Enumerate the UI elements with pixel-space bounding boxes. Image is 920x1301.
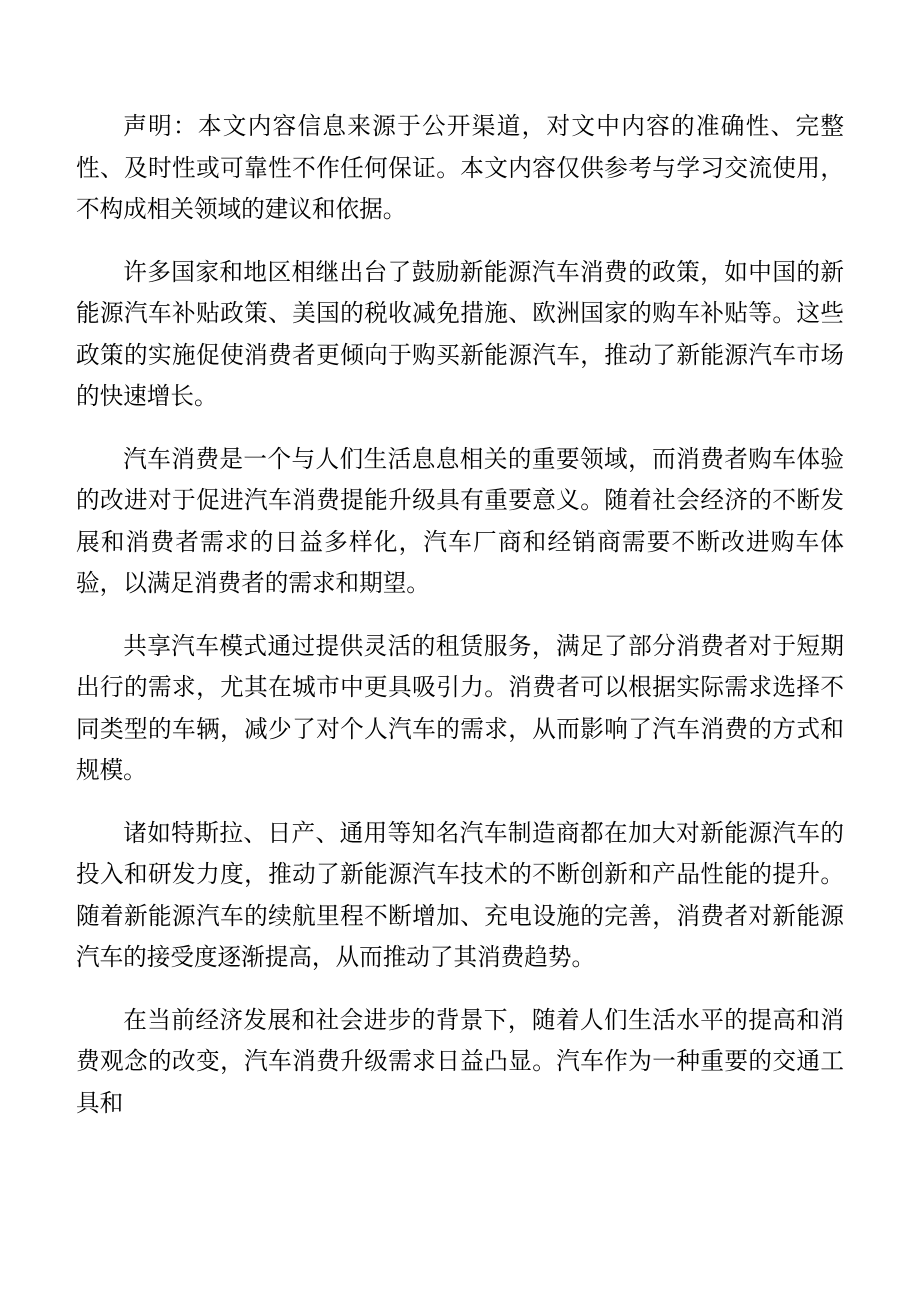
disclaimer-paragraph: 声明：本文内容信息来源于公开渠道，对文中内容的准确性、完整性、及时性或可靠性不作任何保证。本文内容仅供参考与学习交流使用，不构成相关领域的建议和依据。 xyxy=(76,112,844,223)
body-paragraph: 汽车消费是一个与人们生活息息相关的重要领域，而消费者购车体验的改进对于促进汽车消费提能升级具有重要意义。随着社会经济的不断发展和消费者需求的日益多样化，汽车厂商和经销商需要不断改进购车体验，以满足消费者的需求和期望。 xyxy=(76,444,844,597)
body-paragraph: 诸如特斯拉、日产、通用等知名汽车制造商都在加大对新能源汽车的投入和研发力度，推动了新能源汽车技术的不断创新和产品性能的提升。随着新能源汽车的续航里程不断增加、充电设施的完善，消费者对新能源汽车的接受度逐渐提高，从而推动了其消费趋势。 xyxy=(76,818,844,971)
document-body xyxy=(76,106,844,1145)
body-paragraph: 许多国家和地区相继出台了鼓励新能源汽车消费的政策，如中国的新能源汽车补贴政策、美国的税收减免措施、欧洲国家的购车补贴等。这些政策的实施促使消费者更倾向于购买新能源汽车，推动了新能源汽车市场的快速增长。 xyxy=(76,257,844,410)
body-paragraph: 在当前经济发展和社会进步的背景下，随着人们生活水平的提高和消费观念的改变，汽车消费升级需求日益凸显。汽车作为一种重要的交通工具和 xyxy=(76,1005,844,1117)
body-paragraph: 共享汽车模式通过提供灵活的租赁服务，满足了部分消费者对于短期出行的需求，尤其在城市中更具吸引力。消费者可以根据实际需求选择不同类型的车辆，减少了对个人汽车的需求，从而影响了汽车消费的方式和规模。 xyxy=(76,631,844,784)
